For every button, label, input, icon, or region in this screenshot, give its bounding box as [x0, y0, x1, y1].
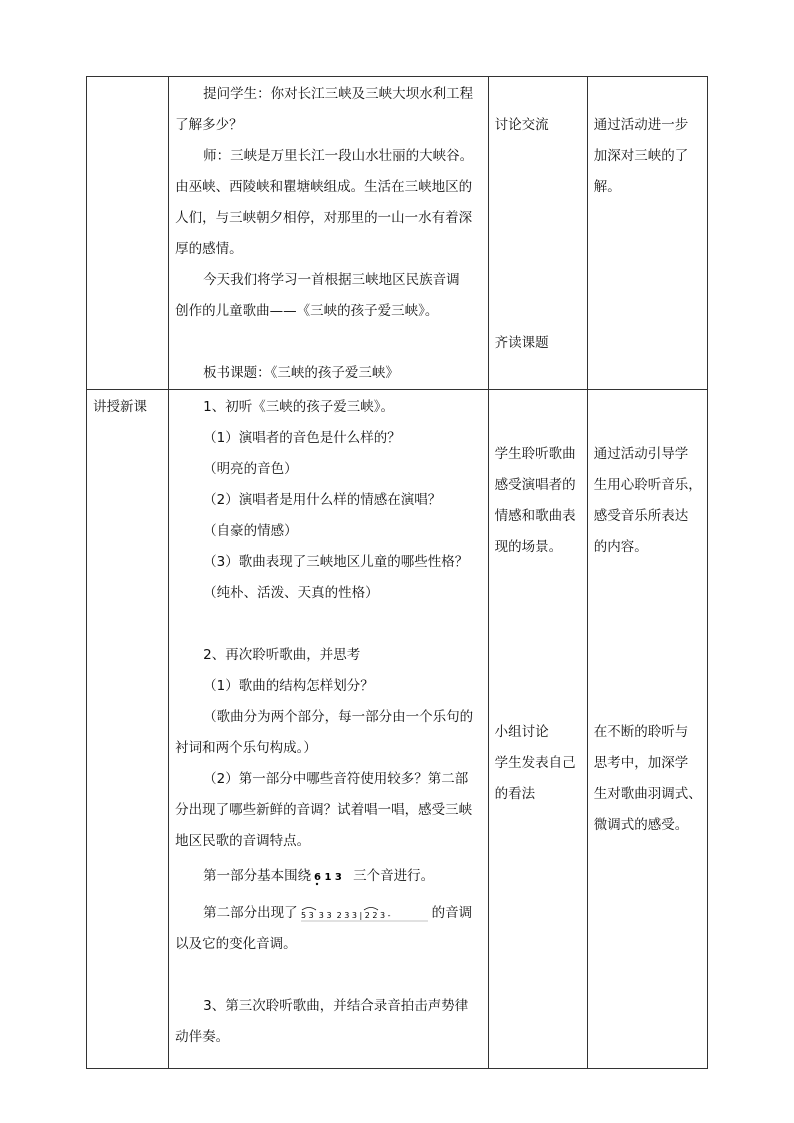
- content-line: 今天我们将学习一首根据三峡地区民族音调: [203, 272, 460, 288]
- design-intent-cell: [587, 390, 707, 1069]
- content-line: 人们，与三峡朝夕相停，对那里的一山一水有着深: [175, 210, 473, 226]
- slur-mark: [364, 908, 378, 911]
- notation-line: [169, 861, 488, 892]
- intent-line: 在不断的聆听与: [593, 724, 689, 740]
- content-line: 师：三峡是万里长江一段山水壮丽的大峡谷。: [203, 148, 474, 164]
- content-line: 以及它的变化音调。: [175, 936, 297, 952]
- activity-line: 情感和歌曲表: [494, 508, 576, 524]
- intent-line: 生对歌曲羽调式、: [593, 786, 702, 802]
- answer-line: （歌曲分为两个部分，每一部分由一个乐句的: [203, 709, 474, 725]
- activity-line: 学生聆听歌曲: [494, 446, 576, 462]
- section-title: 2、再次聆听歌曲，并思考: [203, 647, 361, 663]
- teaching-content-cell: [169, 390, 489, 1069]
- content-line: 提问学生：你对长江三峡及三峡大坝水利工程: [203, 86, 474, 102]
- activity-line: 讨论交流: [494, 117, 549, 133]
- slur-mark: [302, 908, 316, 911]
- question-line: （2）第一部分中哪些音符使用较多？第二部: [203, 771, 469, 787]
- question-line: 地区民歌的音调特点。: [175, 833, 311, 849]
- activity-line: 齐读课题: [494, 335, 549, 351]
- lesson-plan-table: [86, 76, 708, 1069]
- intent-line: 通过活动进一步: [593, 117, 689, 133]
- design-intent-cell: [587, 77, 707, 390]
- notation-text: 第一部分基本围绕: [203, 868, 312, 884]
- intent-line: 的内容。: [593, 539, 648, 555]
- intent-line: 加深对三峡的了: [593, 148, 689, 164]
- content-line: 创作的儿童歌曲——《三峡的孩子爱三峡》。: [175, 303, 439, 319]
- content-line: 板书课题：《三峡的孩子爱三峡》: [203, 365, 399, 381]
- question-line: （3）歌曲表现了三峡地区儿童的哪些性格？: [203, 554, 469, 570]
- section-title: 1、初听《三峡的孩子爱三峡》。: [203, 399, 394, 415]
- content-line: 厚的感情。: [175, 241, 243, 257]
- intent-line: 思考中，加深学: [593, 755, 689, 771]
- activity-line: 感受演唱者的: [494, 477, 576, 493]
- answer-line: （明亮的音色）: [203, 461, 298, 477]
- intent-line: 微调式的感受。: [593, 817, 689, 833]
- notation-text: 的音调: [431, 905, 473, 921]
- activity-line: 学生发表自己: [494, 755, 576, 771]
- notation-notes: 5 3 3 3 2 3 3 | 2 2 3 -: [300, 911, 391, 920]
- low-octave-dot: [316, 883, 318, 885]
- answer-line: （自豪的情感）: [203, 523, 298, 539]
- question-line: （2）演唱者是用什么样的情感在演唱？: [203, 492, 442, 508]
- activity-line: 的看法: [494, 786, 536, 802]
- jianpu-notation-figure: [311, 865, 353, 887]
- answer-line: 衬词和两个乐句构成。）: [175, 740, 317, 756]
- intent-line: 感受音乐所表达: [593, 508, 689, 524]
- content-line: 动伴奏。: [175, 1029, 230, 1045]
- content-line: 由巫峡、西陵峡和瞿塘峡组成。生活在三峡地区的: [175, 179, 473, 195]
- intent-line: 解。: [593, 179, 621, 195]
- stage-cell: [87, 390, 169, 1069]
- teaching-content-cell: [169, 77, 489, 390]
- stage-label: 讲授新课: [93, 399, 147, 415]
- activity-line: 小组讨论: [494, 724, 549, 740]
- stage-cell-empty: [87, 77, 169, 390]
- table-row: [87, 390, 708, 1069]
- section-title: 3、第三次聆听歌曲，并结合录音拍击声势律: [203, 998, 469, 1014]
- question-line: （1）演唱者的音色是什么样的？: [203, 430, 401, 446]
- answer-line: （纯朴、活泼、天真的性格）: [203, 585, 379, 601]
- question-line: （1）歌曲的结构怎样划分？: [203, 678, 374, 694]
- notation-notes: 6 1 3: [314, 872, 342, 883]
- activity-line: 现的场景。: [494, 539, 563, 555]
- intent-line: 生用心聆听音乐，: [593, 477, 702, 493]
- table-row: [87, 77, 708, 390]
- question-line: 分出现了哪些新鲜的音调？试着唱一唱，感受三峡: [175, 802, 473, 818]
- notation-text: 三个音进行。: [353, 868, 435, 884]
- student-activity-cell: [488, 390, 587, 1069]
- intent-line: 通过活动引导学: [593, 446, 689, 462]
- content-line: 了解多少？: [175, 117, 243, 133]
- student-activity-cell: [488, 77, 587, 390]
- notation-line: [169, 898, 488, 929]
- notation-text: 第二部分出现了: [203, 905, 298, 921]
- jianpu-melody-figure: [298, 902, 432, 924]
